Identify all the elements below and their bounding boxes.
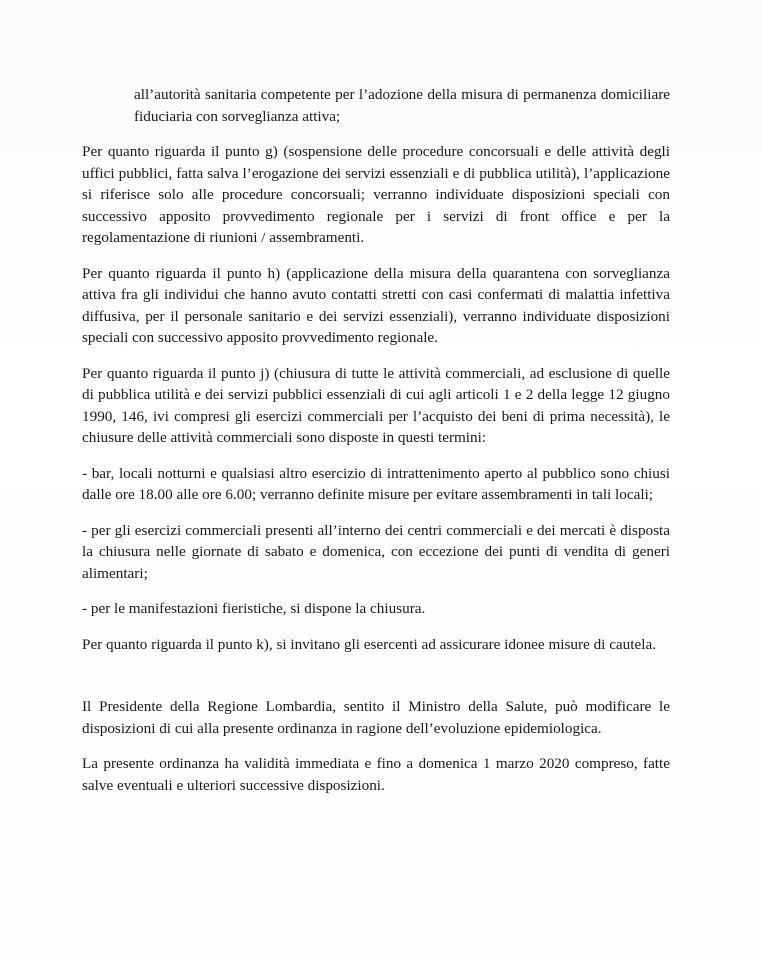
paragraph-validity: La presente ordinanza ha validità immediata e fino a domenica 1 marzo 2020 compreso, fatte salve eventuali e ulteriori successive disposizioni.: [82, 755, 670, 794]
paragraph-point-g: Per quanto riguarda il punto g) (sospensione delle procedure concorsuali e delle attività degli uffici pubblici, fatta salva l’erogazione dei servizi essenziali e di pubblica utilità), l’applicazione si riferisce solo alle procedure concorsuali; verranno individuate disposizioni speciali con successivo apposito provvedimento regionale per i servizi di front office e per la regolamentazione di riunioni / assembramenti.: [82, 143, 670, 246]
paragraph-point-h: Per quanto riguarda il punto h) (applicazione della misura della quarantena con sorveglianza attiva fra gli individui che hanno avuto contatti stretti con casi confermati di malattia infettiva diffusiva, per il personale sanitario e dei servizi essenziali), verranno individuate disposizioni speciali con successivo apposito provvedimento regionale.: [82, 264, 670, 346]
list-item-fairs: - per le manifestazioni fieristiche, si dispone la chiusura.: [82, 600, 426, 617]
list-item-commercial-centers: - per gli esercizi commerciali presenti all’interno dei centri commerciali e dei mercati è disposta la chiusura nelle giornate di sabato e domenica, con eccezione dei punti di vendita di generi alimentari;: [82, 521, 670, 582]
section-spacer: [82, 669, 670, 696]
list-item-bar: - bar, locali notturni e qualsiasi altro esercizio di intrattenimento aperto al pubblico sono chiusi dalle ore 18.00 alle ore 6.00; verranno definite misure per evitare assembramenti in tali locali;: [82, 464, 670, 503]
paragraph-point-k: Per quanto riguarda il punto k), si invitano gli esercenti ad assicurare idonee misure di cautela.: [82, 635, 656, 653]
document-body: [82, 84, 670, 810]
paragraph-continuation: all’autorità sanitaria competente per l’adozione della misura di permanenza domiciliare fiduciaria con sorveglianza attiva;: [134, 86, 670, 125]
paragraph-point-j: Per quanto riguarda il punto j) (chiusura di tutte le attività commerciali, ad esclusione di quelle di pubblica utilità e dei servizi pubblici essenziali di cui agli articoli 1 e 2 della legge 12 giugno 1990, 146, ivi compresi gli esercizi commerciali per l’acquisto dei beni di prima necessità), le chiusure delle attività commerciali sono disposte in questi termini:: [82, 364, 670, 446]
paragraph-president: Il Presidente della Regione Lombardia, sentito il Ministro della Salute, può modificare le disposizioni di cui alla presente ordinanza in ragione dell’evoluzione epidemiologica.: [82, 698, 670, 737]
